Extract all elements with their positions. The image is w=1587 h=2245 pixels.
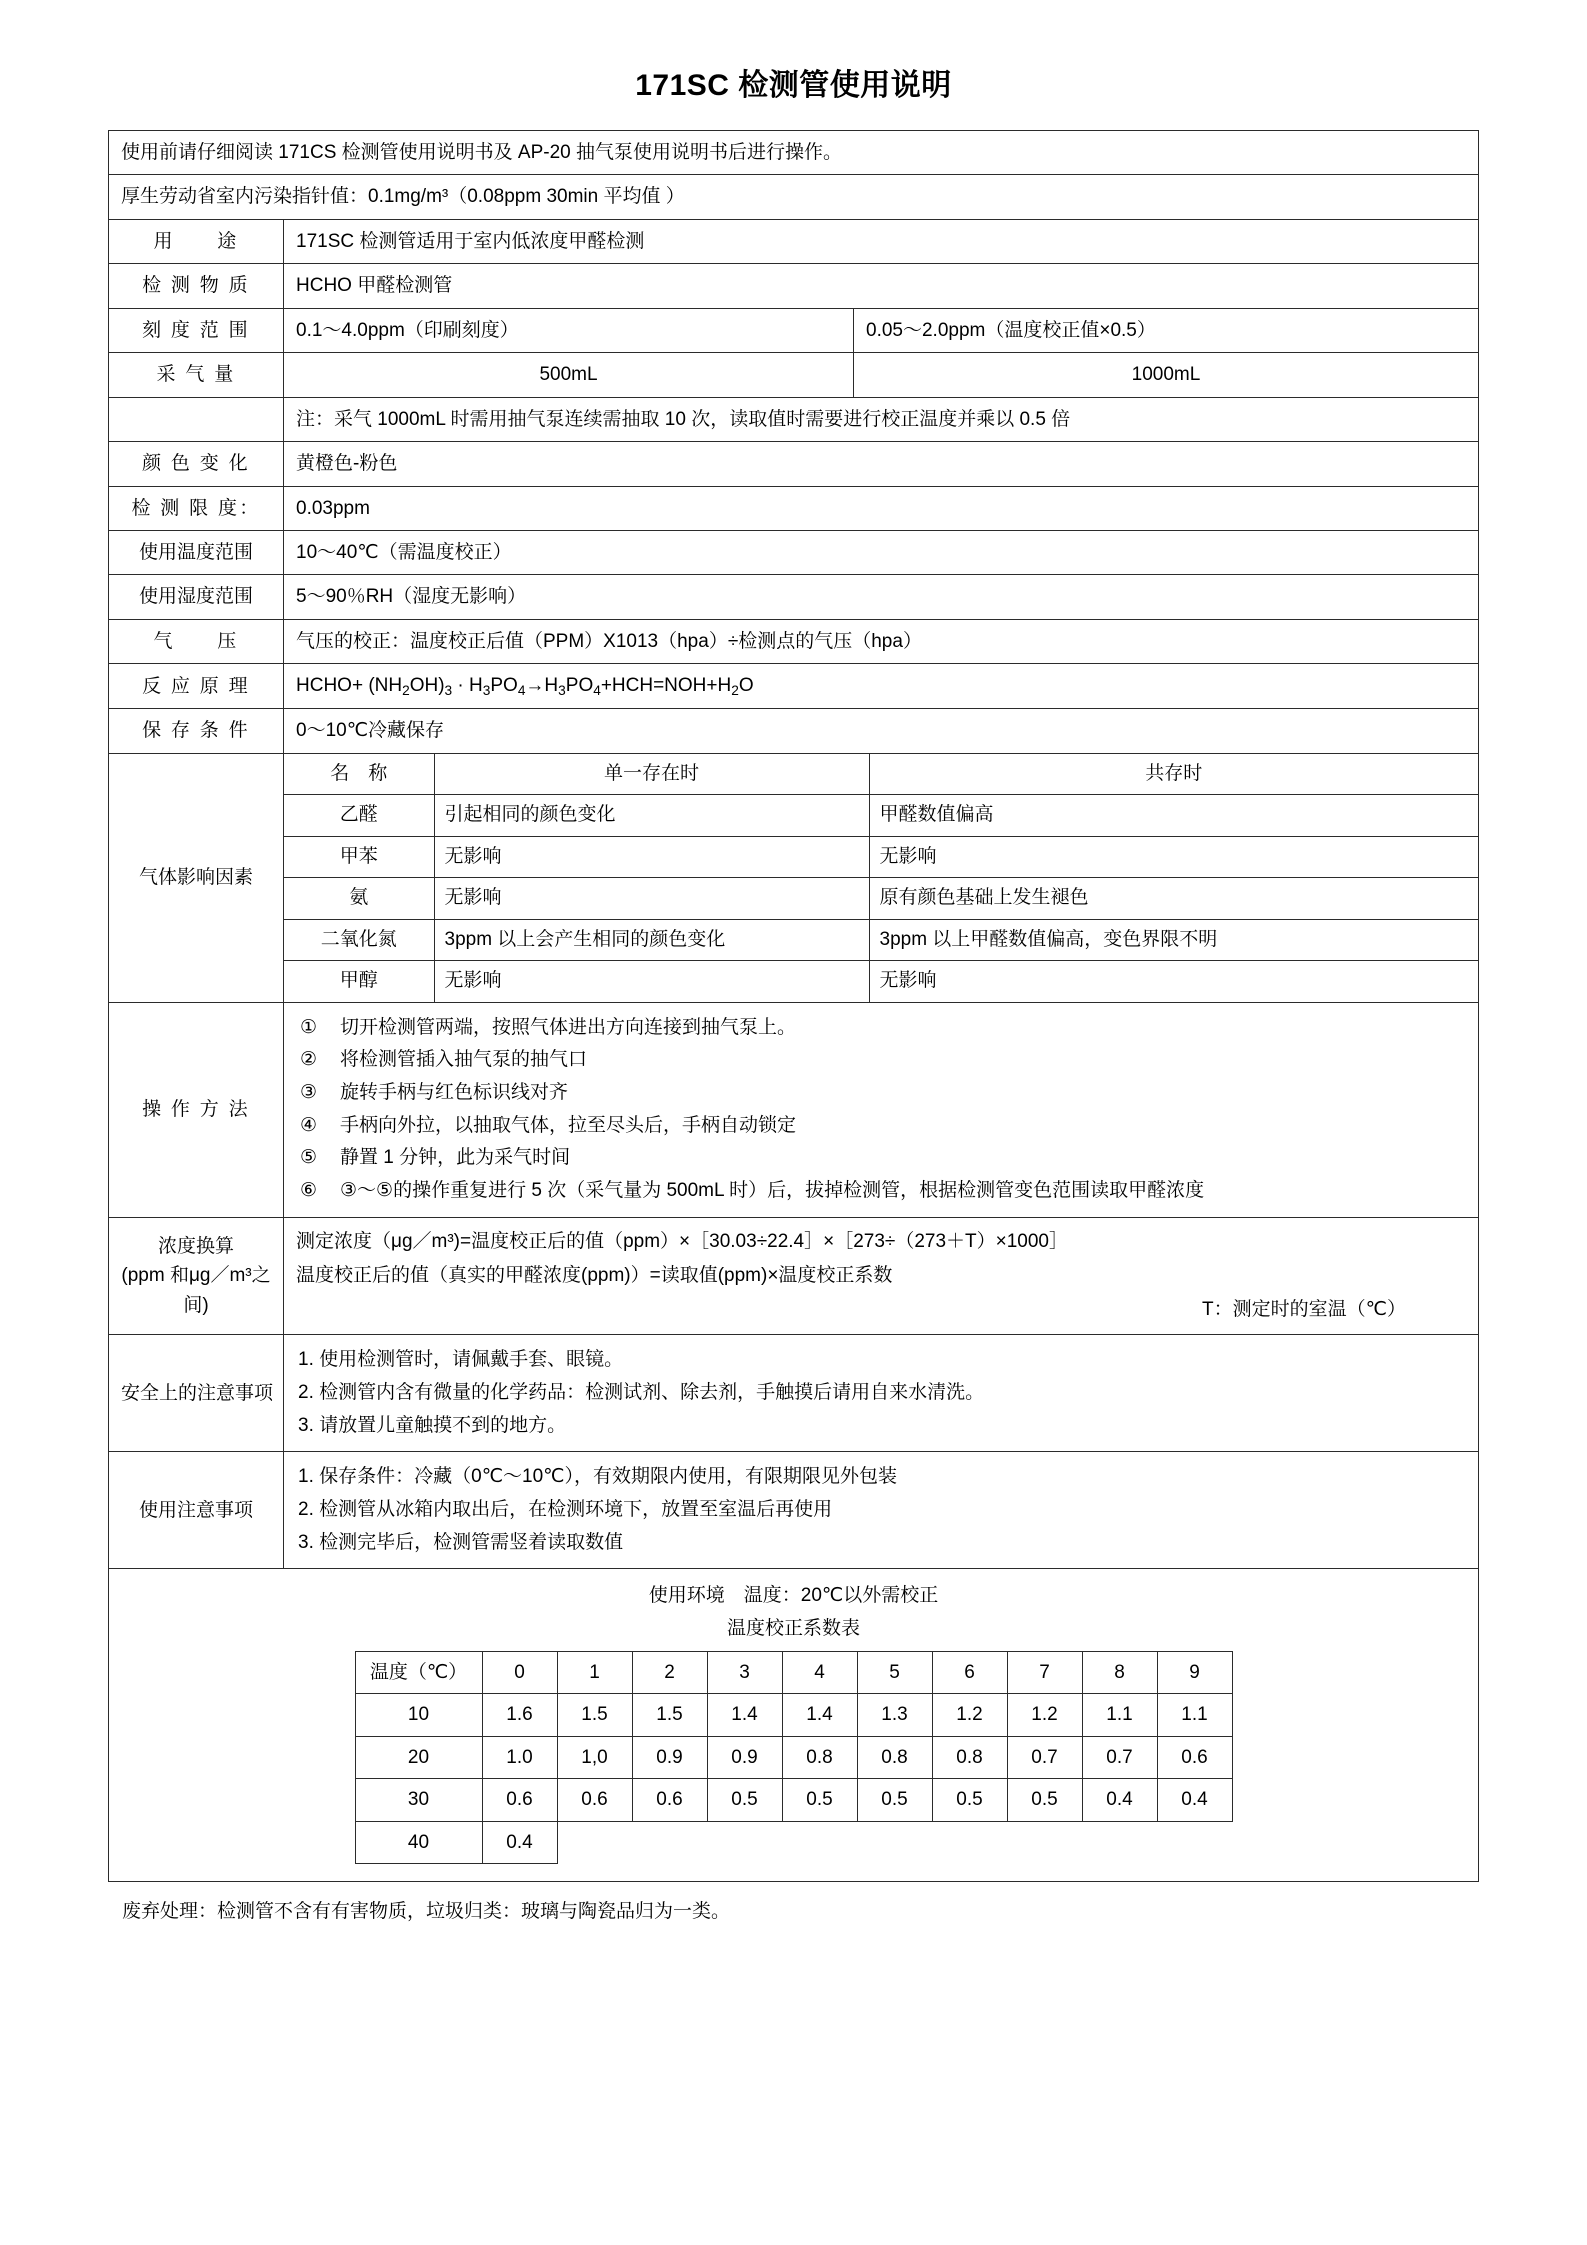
interference-alone: 3ppm 以上会产生相同的颜色变化 xyxy=(434,919,869,961)
table-row-pressure xyxy=(109,619,1479,663)
conversion-label-line2: (ppm 和μg／m³之 xyxy=(121,1265,271,1287)
reaction-value: HCHO+ $(NH_2OH)_3 \cdot H_3PO_4\to H_3PO_4+HCH=NOH+H_2O$ xyxy=(284,664,1479,709)
temperature-correction-cell xyxy=(109,1569,1479,1882)
interference-table xyxy=(284,754,1478,1002)
table-row-safety xyxy=(109,1335,1479,1452)
storage-value: 0～10℃冷藏保存 xyxy=(284,709,1479,753)
temperature-col-2: 2 xyxy=(632,1651,707,1693)
color-label: 颜 色 变 化 xyxy=(109,442,284,486)
step-number: ⑤ xyxy=(300,1147,318,1169)
usage-notes-cell xyxy=(284,1452,1479,1569)
table-row-color-change xyxy=(109,442,1479,486)
interference-alone: 无影响 xyxy=(434,961,869,1002)
specification-table xyxy=(108,130,1479,1882)
table-row-usage-notes xyxy=(109,1452,1479,1569)
temperature-cell: 0.5 xyxy=(932,1779,1007,1821)
step-number: ① xyxy=(300,1016,318,1038)
table-row-temperature-correction xyxy=(109,1569,1479,1882)
list-item xyxy=(296,1077,1466,1110)
table-row-sample-note xyxy=(109,397,1479,441)
temperature-cell: 1.5 xyxy=(557,1694,632,1736)
temperature-cell-empty xyxy=(1007,1821,1082,1863)
operation-step-list xyxy=(296,1012,1466,1208)
usage-notes-label: 使用注意事项 xyxy=(109,1452,284,1569)
interference-name: 二氧化氮 xyxy=(284,919,434,961)
temperature-cell: 0.7 xyxy=(1082,1736,1157,1778)
temperature-cell: 0.8 xyxy=(782,1736,857,1778)
step-number: ③ xyxy=(300,1082,318,1104)
list-item: 3. 请放置儿童触摸不到的地方。 xyxy=(298,1414,567,1436)
interference-header-row xyxy=(284,754,1478,795)
interference-label: 气体影响因素 xyxy=(109,753,284,1002)
list-item xyxy=(296,1044,1466,1077)
temperature-cell: 0.7 xyxy=(1007,1736,1082,1778)
pressure-value: 气压的校正：温度校正后值（PPM）X1013（hpa）÷检测点的气压（hpa） xyxy=(284,619,1479,663)
interference-alone: 引起相同的颜色变化 xyxy=(434,795,869,837)
conversion-formula-1: 测定浓度（μg／m³)=温度校正后的值（ppm）×［30.03÷22.4］×［273÷（273＋T）×1000］ xyxy=(296,1230,1068,1252)
step-text: 将检测管插入抽气泵的抽气口 xyxy=(340,1049,588,1071)
sample-note-label xyxy=(109,397,284,441)
table-row-interference xyxy=(109,753,1479,1002)
conversion-label xyxy=(109,1217,284,1335)
page-title: 171SC 检测管使用说明 xyxy=(635,69,952,102)
safety-label: 安全上的注意事项 xyxy=(109,1335,284,1452)
conversion-formula-3: T：测定时的室温（℃） xyxy=(1202,1299,1406,1321)
interference-coexist: 原有颜色基础上发生褪色 xyxy=(869,878,1478,920)
safety-list xyxy=(296,1344,1466,1442)
list-item xyxy=(296,1175,1466,1208)
interference-header-name: 名 称 xyxy=(284,754,434,795)
table-row xyxy=(284,919,1478,961)
table-row-temp-range xyxy=(109,530,1479,574)
interference-name: 氨 xyxy=(284,878,434,920)
interference-coexist: 3ppm 以上甲醛数值偏高，变色界限不明 xyxy=(869,919,1478,961)
table-row-usage xyxy=(109,219,1479,263)
table-row xyxy=(284,961,1478,1002)
storage-label: 保 存 条 件 xyxy=(109,709,284,753)
temperature-cell-empty xyxy=(707,1821,782,1863)
step-text: 手柄向外拉，以抽取气体，拉至尽头后，手柄自动锁定 xyxy=(340,1114,797,1136)
table-row xyxy=(284,878,1478,920)
usage-value: 171SC 检测管适用于室内低浓度甲醛检测 xyxy=(284,219,1479,263)
temperature-row-label: 20 xyxy=(355,1736,482,1778)
usage-label: 用 途 xyxy=(109,219,284,263)
sample-label: 采 气 量 xyxy=(109,353,284,397)
temperature-cell: 0.5 xyxy=(1007,1779,1082,1821)
list-item xyxy=(296,1110,1466,1143)
humidity-range-value: 5～90％RH（湿度无影响） xyxy=(284,575,1479,619)
temperature-cell: 0.5 xyxy=(782,1779,857,1821)
table-row-scale xyxy=(109,308,1479,352)
temperature-cell-empty xyxy=(1082,1821,1157,1863)
scale-value-printed: 0.1～4.0ppm（印刷刻度） xyxy=(284,308,854,352)
table-row-storage xyxy=(109,709,1479,753)
conversion-formula-2: 温度校正后的值（真实的甲醛浓度(ppm)）=读取值(ppm)×温度校正系数 xyxy=(296,1264,893,1286)
table-row xyxy=(355,1779,1232,1821)
correction-table-title: 温度校正系数表 xyxy=(726,1617,860,1639)
conversion-cell xyxy=(284,1217,1479,1335)
temperature-cell: 1.3 xyxy=(857,1694,932,1736)
temperature-cell: 0.9 xyxy=(632,1736,707,1778)
temperature-row-label: 40 xyxy=(355,1821,482,1863)
scale-value-corrected: 0.05～2.0ppm（温度校正值×0.5） xyxy=(854,308,1479,352)
sample-value-1000: 1000mL xyxy=(854,353,1479,397)
list-item: 1. 保存条件：冷藏（0℃～10℃），有效期限内使用，有限期限见外包装 xyxy=(298,1466,898,1488)
table-row-notice-second xyxy=(109,175,1479,219)
interference-alone: 无影响 xyxy=(434,836,869,878)
sample-value-500: 500mL xyxy=(284,353,854,397)
disposal-note: 废弃处理：检测管不含有有害物质，垃圾归类：玻璃与陶瓷品归为一类。 xyxy=(122,1901,731,1923)
temperature-cell: 1.2 xyxy=(1007,1694,1082,1736)
environment-title: 使用环境 温度：20℃以外需校正 xyxy=(648,1585,939,1607)
table-row-detection-limit xyxy=(109,486,1479,530)
table-row-sample-volume xyxy=(109,353,1479,397)
interference-header-alone: 单一存在时 xyxy=(434,754,869,795)
temperature-header-label: 温度（℃） xyxy=(355,1651,482,1693)
temp-range-value: 10～40℃（需温度校正） xyxy=(284,530,1479,574)
temperature-cell: 0.4 xyxy=(1082,1779,1157,1821)
temperature-cell-empty xyxy=(557,1821,632,1863)
temperature-col-6: 6 xyxy=(932,1651,1007,1693)
notice-top-text: 使用前请仔细阅读 171CS 检测管使用说明书及 AP-20 抽气泵使用说明书后进行操作。 xyxy=(109,131,1479,175)
interference-name: 甲醇 xyxy=(284,961,434,1002)
interference-coexist: 无影响 xyxy=(869,961,1478,1002)
temperature-cell: 0.6 xyxy=(557,1779,632,1821)
operation-cell xyxy=(284,1002,1479,1217)
interference-coexist: 无影响 xyxy=(869,836,1478,878)
table-row xyxy=(355,1821,1232,1863)
temperature-cell: 0.9 xyxy=(707,1736,782,1778)
temperature-col-9: 9 xyxy=(1157,1651,1232,1693)
temperature-cell: 0.8 xyxy=(932,1736,1007,1778)
table-row-operation xyxy=(109,1002,1479,1217)
temperature-row-label: 30 xyxy=(355,1779,482,1821)
list-item: 2. 检测管内含有微量的化学药品：检测试剂、除去剂，手触摸后请用自来水清洗。 xyxy=(298,1381,985,1403)
temperature-cell: 1.5 xyxy=(632,1694,707,1736)
step-text: 旋转手柄与红色标识线对齐 xyxy=(340,1082,569,1104)
table-row-notice-top xyxy=(109,131,1479,175)
interference-alone: 无影响 xyxy=(434,878,869,920)
step-text: 静置 1 分钟，此为采气时间 xyxy=(340,1147,571,1169)
temperature-cell-empty xyxy=(1157,1821,1232,1863)
step-text: 切开检测管两端，按照气体进出方向连接到抽气泵上。 xyxy=(340,1016,797,1038)
temperature-cell-empty xyxy=(932,1821,1007,1863)
temperature-cell: 0.4 xyxy=(482,1821,557,1863)
temperature-cell: 0.5 xyxy=(707,1779,782,1821)
temperature-cell: 0.6 xyxy=(1157,1736,1232,1778)
step-number: ④ xyxy=(300,1114,318,1136)
temperature-cell: 1.1 xyxy=(1157,1694,1232,1736)
temperature-col-3: 3 xyxy=(707,1651,782,1693)
temperature-cell: 1,0 xyxy=(557,1736,632,1778)
list-item xyxy=(296,1142,1466,1175)
temperature-cell: 0.8 xyxy=(857,1736,932,1778)
temperature-col-0: 0 xyxy=(482,1651,557,1693)
scale-label: 刻 度 范 围 xyxy=(109,308,284,352)
table-row xyxy=(355,1736,1232,1778)
table-row xyxy=(355,1694,1232,1736)
list-item: 2. 检测管从冰箱内取出后，在检测环境下，放置至室温后再使用 xyxy=(298,1499,833,1520)
humidity-range-label: 使用湿度范围 xyxy=(109,575,284,619)
temperature-header-row xyxy=(355,1651,1232,1693)
temperature-col-1: 1 xyxy=(557,1651,632,1693)
temperature-col-5: 5 xyxy=(857,1651,932,1693)
limit-label: 检 测 限 度： xyxy=(109,486,284,530)
list-item xyxy=(296,1012,1466,1045)
list-item: 3. 检测完毕后，检测管需竖着读取数值 xyxy=(298,1531,624,1553)
temperature-cell: 0.4 xyxy=(1157,1779,1232,1821)
table-row-humidity-range xyxy=(109,575,1479,619)
temperature-cell: 0.6 xyxy=(482,1779,557,1821)
sample-note-text: 注：采气 1000mL 时需用抽气泵连续需抽取 10 次，读取值时需要进行校正温度并乘以 0.5 倍 xyxy=(284,397,1479,441)
table-row-conversion xyxy=(109,1217,1479,1335)
conversion-label-line3: 间) xyxy=(183,1294,209,1316)
temperature-cell: 1.2 xyxy=(932,1694,1007,1736)
temperature-cell: 1.6 xyxy=(482,1694,557,1736)
interference-name: 乙醛 xyxy=(284,795,434,837)
temperature-row-label: 10 xyxy=(355,1694,482,1736)
temperature-cell: 1.0 xyxy=(482,1736,557,1778)
substance-label: 检 测 物 质 xyxy=(109,264,284,308)
conversion-label-line1: 浓度换算 xyxy=(157,1235,234,1257)
reaction-label: 反 应 原 理 xyxy=(109,664,284,709)
temperature-cell-empty xyxy=(857,1821,932,1863)
operation-label: 操 作 方 法 xyxy=(109,1002,284,1217)
temperature-cell: 0.6 xyxy=(632,1779,707,1821)
pressure-label: 气 压 xyxy=(109,619,284,663)
interference-cell xyxy=(284,753,1479,1002)
notice-second-text: 厚生劳动省室内污染指针值：0.1mg/m³（0.08ppm 30min 平均值 ） xyxy=(109,175,1479,219)
temp-range-label: 使用温度范围 xyxy=(109,530,284,574)
temperature-col-4: 4 xyxy=(782,1651,857,1693)
step-text: ③～⑤的操作重复进行 5 次（采气量为 500mL 时）后，拔掉检测管，根据检测管变色范围读取甲醛浓度 xyxy=(340,1180,1205,1202)
interference-name: 甲苯 xyxy=(284,836,434,878)
temperature-correction-table xyxy=(355,1651,1233,1864)
temperature-cell-empty xyxy=(782,1821,857,1863)
temperature-cell: 1.4 xyxy=(707,1694,782,1736)
table-row xyxy=(284,836,1478,878)
substance-value: HCHO 甲醛检测管 xyxy=(284,264,1479,308)
table-row xyxy=(284,795,1478,837)
color-value: 黄橙色-粉色 xyxy=(284,442,1479,486)
temperature-cell: 1.1 xyxy=(1082,1694,1157,1736)
usage-notes-list xyxy=(296,1461,1466,1559)
table-row-reaction xyxy=(109,664,1479,709)
temperature-cell: 1.4 xyxy=(782,1694,857,1736)
table-row-substance xyxy=(109,264,1479,308)
safety-cell xyxy=(284,1335,1479,1452)
step-number: ⑥ xyxy=(300,1180,318,1202)
interference-header-coexist: 共存时 xyxy=(869,754,1478,795)
step-number: ② xyxy=(300,1049,318,1071)
temperature-col-8: 8 xyxy=(1082,1651,1157,1693)
interference-coexist: 甲醛数值偏高 xyxy=(869,795,1478,837)
temperature-cell: 0.5 xyxy=(857,1779,932,1821)
temperature-cell-empty xyxy=(632,1821,707,1863)
limit-value: 0.03ppm xyxy=(284,486,1479,530)
list-item: 1. 使用检测管时，请佩戴手套、眼镜。 xyxy=(298,1349,624,1371)
temperature-col-7: 7 xyxy=(1007,1651,1082,1693)
